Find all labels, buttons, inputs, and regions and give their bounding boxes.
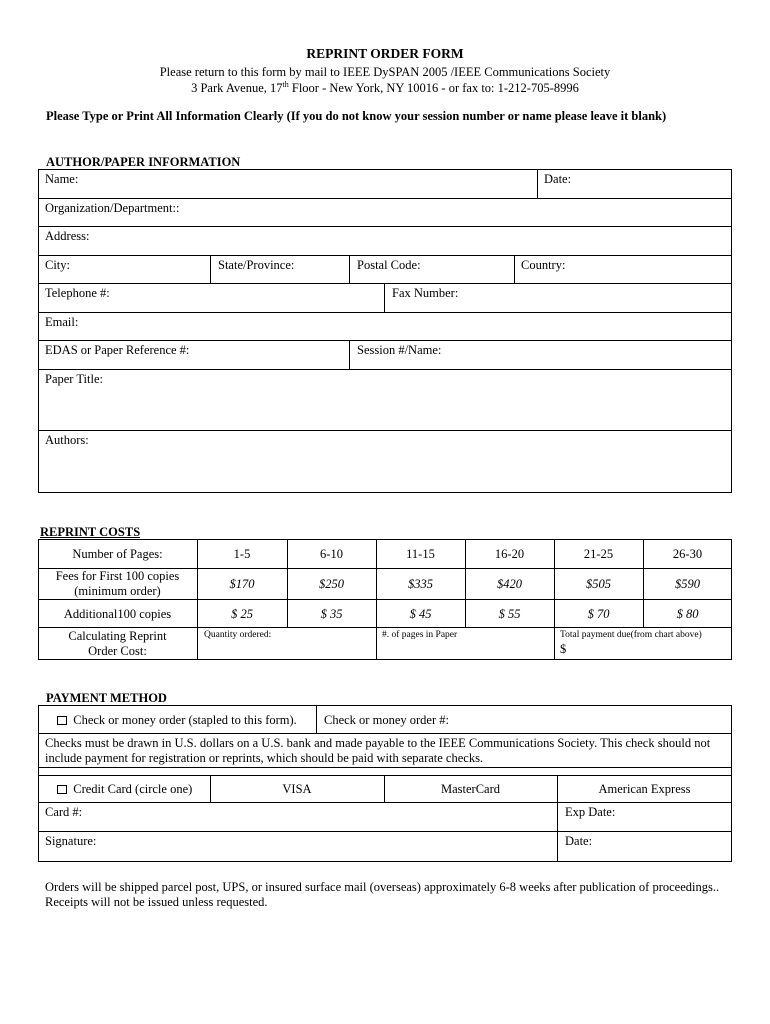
mailing-address: 3 Park Avenue, 17th Floor - New York, NY 10016 - or fax to: 1-212-705-8996 xyxy=(191,80,579,96)
signature-field[interactable]: Signature: xyxy=(45,834,97,848)
pages-cell: 21-25 xyxy=(583,547,614,561)
form-title: REPRINT ORDER FORM xyxy=(306,46,464,61)
visa-option[interactable]: VISA xyxy=(282,782,312,796)
country-field[interactable]: Country: xyxy=(521,258,566,272)
amex-option[interactable]: American Express xyxy=(598,782,691,796)
checkbox-icon[interactable] xyxy=(57,716,67,725)
author-info-table xyxy=(38,169,732,493)
additional-cell: $ 80 xyxy=(676,607,699,621)
check-note-line-1: Checks must be drawn in U.S. dollars on a U.S. bank and made payable to the IEEE Communications Society. This check should not xyxy=(45,736,711,750)
return-instructions: Please return to this form by mail to IEEE DySPAN 2005 /IEEE Communications Society xyxy=(159,65,611,79)
divider xyxy=(38,226,732,227)
state-field[interactable]: State/Province: xyxy=(218,258,295,272)
pages-cell: 16-20 xyxy=(494,547,525,561)
paper-title-field[interactable]: Paper Title: xyxy=(45,372,103,386)
divider xyxy=(38,733,732,734)
fees-row-label: Fees for First 100 copies (minimum order) xyxy=(55,569,180,598)
postal-code-field[interactable]: Postal Code: xyxy=(357,258,421,272)
print-instructions: Please Type or Print All Information Clearly (If you do not know your session number or name please leave it blank) xyxy=(46,109,667,123)
fee-cell: $170 xyxy=(229,577,255,591)
additional-cell: $ 35 xyxy=(320,607,343,621)
divider xyxy=(38,312,732,313)
pages-row-label: Number of Pages: xyxy=(72,547,163,561)
fee-cell: $250 xyxy=(319,577,344,591)
check-option[interactable]: Check or money order (stapled to this form). xyxy=(57,713,297,728)
telephone-field[interactable]: Telephone #: xyxy=(45,286,110,300)
pages-cell: 1-5 xyxy=(233,547,251,561)
divider xyxy=(38,340,732,341)
pages-cell: 26-30 xyxy=(672,547,703,561)
divider xyxy=(38,369,732,370)
additional-cell: $ 25 xyxy=(231,607,253,621)
pages-cell: 11-15 xyxy=(406,547,435,561)
additional-cell: $ 55 xyxy=(498,607,521,621)
receipts-note: Receipts will not be issued unless requested. xyxy=(45,895,268,909)
fee-cell: $590 xyxy=(675,577,700,591)
checkbox-icon[interactable] xyxy=(57,785,67,794)
session-field[interactable]: Session #/Name: xyxy=(357,343,442,357)
divider xyxy=(38,831,732,832)
fee-cell: $505 xyxy=(586,577,611,591)
payment-section-heading: PAYMENT METHOD xyxy=(46,691,167,705)
pages-cell: 6-10 xyxy=(320,547,343,561)
divider xyxy=(38,283,732,284)
author-section-heading: AUTHOR/PAPER INFORMATION xyxy=(46,155,241,169)
dollar-sign: $ xyxy=(560,642,567,656)
additional-cell: $ 45 xyxy=(409,607,432,621)
fax-field[interactable]: Fax Number: xyxy=(392,286,459,300)
address-field[interactable]: Address: xyxy=(45,229,90,243)
divider xyxy=(349,255,350,283)
divider xyxy=(210,255,211,283)
divider xyxy=(38,767,732,768)
costs-section-heading: REPRINT COSTS xyxy=(40,525,141,539)
organization-field[interactable]: Organization/Department:: xyxy=(45,201,180,215)
divider xyxy=(38,198,732,199)
divider xyxy=(38,255,732,256)
divider xyxy=(316,705,317,733)
divider xyxy=(38,627,732,628)
shipping-note: Orders will be shipped parcel post, UPS, or insured surface mail (overseas) approximately 6-8 weeks after publication of proceedings.. xyxy=(45,880,720,894)
additional-row-label: Additional100 copies xyxy=(63,607,172,621)
mastercard-option[interactable]: MasterCard xyxy=(440,782,500,796)
payment-date-field[interactable]: Date: xyxy=(565,834,593,848)
divider xyxy=(349,340,350,369)
name-field[interactable]: Name: xyxy=(45,172,79,186)
divider xyxy=(514,255,515,283)
divider xyxy=(38,599,732,600)
email-field[interactable]: Email: xyxy=(45,315,79,329)
divider xyxy=(38,802,732,803)
check-note-line-2: include payment for registration or reprints, which should be paid with separate checks. xyxy=(45,751,484,765)
total-payment-field[interactable]: Total payment due(from chart above) xyxy=(560,630,702,640)
calc-row-label: Calculating Reprint Order Cost: xyxy=(68,629,167,658)
edas-reference-field[interactable]: EDAS or Paper Reference #: xyxy=(45,343,190,357)
additional-cell: $ 70 xyxy=(587,607,610,621)
pages-in-paper-field[interactable]: #. of pages in Paper xyxy=(382,630,458,640)
divider xyxy=(537,169,538,198)
fee-cell: $420 xyxy=(497,577,522,591)
divider xyxy=(384,283,385,312)
card-number-field[interactable]: Card #: xyxy=(45,805,83,819)
divider xyxy=(38,430,732,431)
fee-cell: $335 xyxy=(408,577,433,591)
date-field[interactable]: Date: xyxy=(544,172,572,186)
credit-card-option[interactable]: Credit Card (circle one) xyxy=(57,782,192,797)
exp-date-field[interactable]: Exp Date: xyxy=(565,805,616,819)
check-number-field[interactable]: Check or money order #: xyxy=(324,713,449,727)
authors-field[interactable]: Authors: xyxy=(45,433,89,447)
quantity-ordered-field[interactable]: Quantity ordered: xyxy=(204,630,272,640)
divider xyxy=(38,775,732,776)
city-field[interactable]: City: xyxy=(45,258,71,272)
